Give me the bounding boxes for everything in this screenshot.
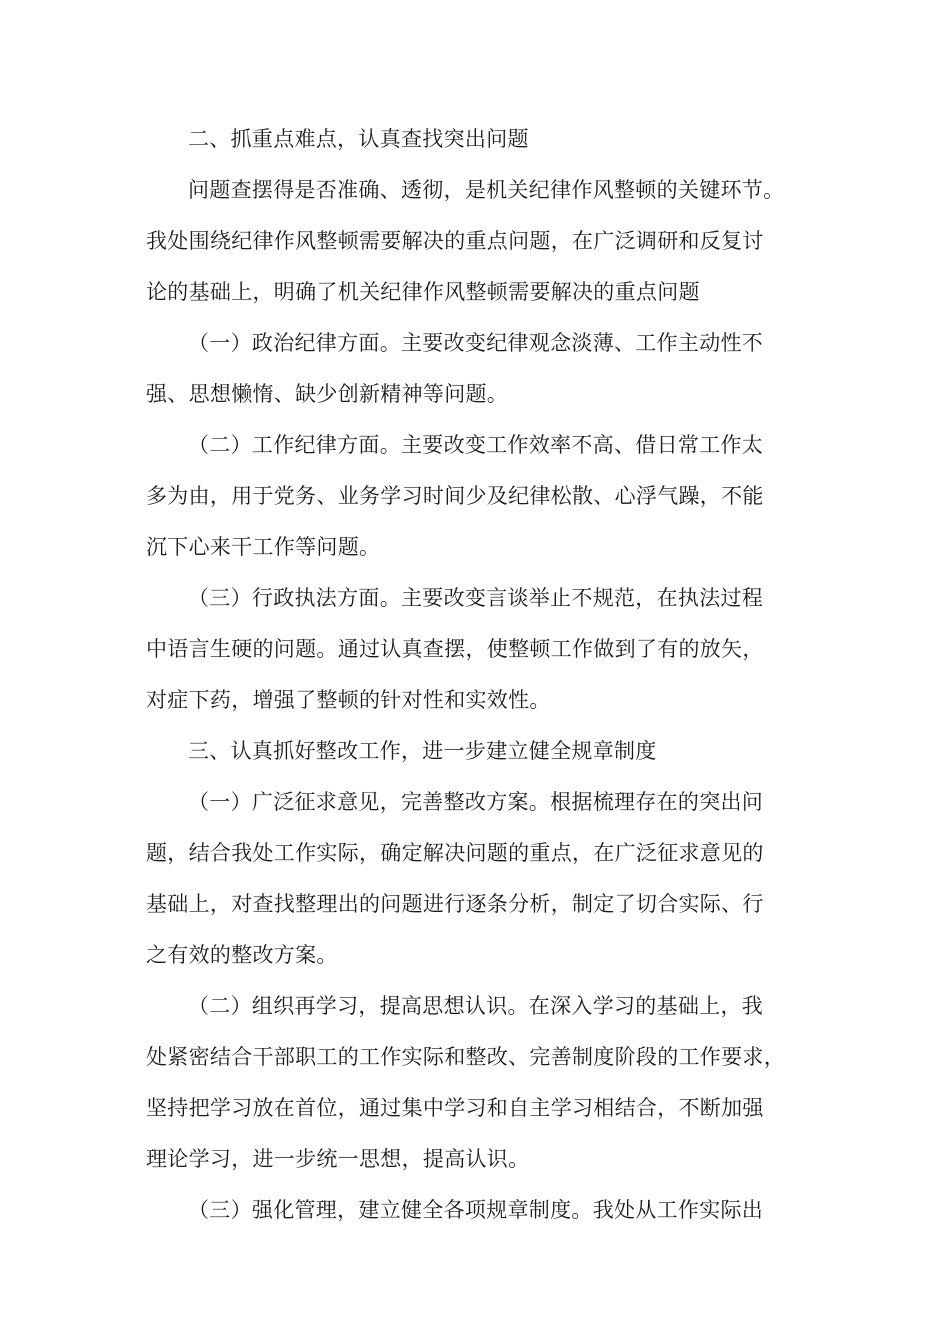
paragraph-line: （二）工作纪律方面。主要改变工作效率不高、借日常工作太 xyxy=(188,433,764,457)
paragraph-line: 坚持把学习放在首位，通过集中学习和自主学习相结合，不断加强 xyxy=(146,1096,764,1120)
paragraph-line: 沉下心来干工作等问题。 xyxy=(146,535,381,559)
paragraph-line: （二）组织再学习，提高思想认识。在深入学习的基础上，我 xyxy=(188,994,764,1018)
paragraph-line: （一）政治纪律方面。主要改变纪律观念淡薄、工作主动性不 xyxy=(188,331,764,355)
paragraph-line: 基础上，对查找整理出的问题进行逐条分析，制定了切合实际、行 xyxy=(146,892,764,916)
paragraph-line: 之有效的整改方案。 xyxy=(146,943,338,967)
paragraph-line: 多为由，用于党务、业务学习时间少及纪律松散、心浮气躁，不能 xyxy=(146,484,764,508)
section-heading-3: 三、认真抓好整改工作，进一步建立健全规章制度 xyxy=(188,739,657,763)
paragraph-line: 强、思想懒惰、缺少创新精神等问题。 xyxy=(146,382,509,406)
paragraph-line: 理论学习，进一步统一思想，提高认识。 xyxy=(146,1147,530,1171)
paragraph-line: 对症下药，增强了整顿的针对性和实效性。 xyxy=(146,688,551,712)
paragraph-line: 我处围绕纪律作风整顿需要解决的重点问题，在广泛调研和反复讨 xyxy=(146,229,764,253)
paragraph-line: 处紧密结合干部职工的工作实际和整改、完善制度阶段的工作要求， xyxy=(146,1045,785,1069)
paragraph-line: （三）强化管理，建立健全各项规章制度。我处从工作实际出 xyxy=(188,1198,764,1222)
paragraph-line: 问题查摆得是否准确、透彻，是机关纪律作风整顿的关键环节。 xyxy=(188,178,785,202)
paragraph-line: 中语言生硬的问题。通过认真查摆，使整顿工作做到了有的放矢， xyxy=(146,637,764,661)
section-heading-2: 二、抓重点难点，认真查找突出问题 xyxy=(188,127,529,151)
paragraph-line: 论的基础上，明确了机关纪律作风整顿需要解决的重点问题 xyxy=(146,280,700,304)
paragraph-line: （一）广泛征求意见，完善整改方案。根据梳理存在的突出问 xyxy=(188,790,764,814)
paragraph-line: （三）行政执法方面。主要改变言谈举止不规范，在执法过程 xyxy=(188,586,764,610)
paragraph-line: 题，结合我处工作实际，确定解决问题的重点，在广泛征求意见的 xyxy=(146,841,764,865)
